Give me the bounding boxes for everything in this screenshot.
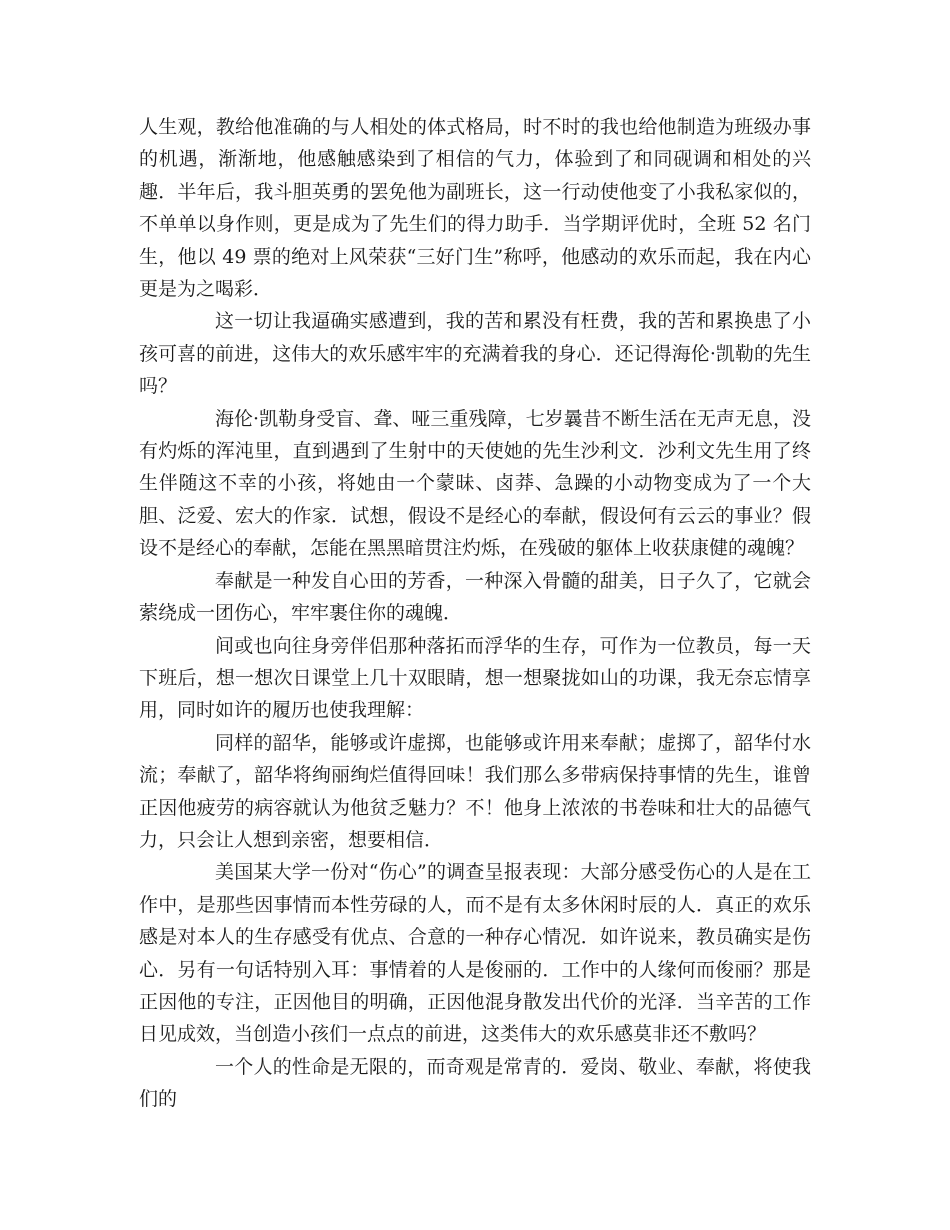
paragraph-7: 美国某大学一份对“伤心”的调查呈报表现：大部分感受伤心的人是在工作中，是那些因事情而本性劳碌的人，而不是有太多休闲时辰的人．真正的欢乐感是对本人的生存感受有优点、合意的一种存心情况．如许说来，教员确实是伤心．另有一句话特别入耳：事情着的人是俊丽的．工作中的人缘何而俊丽？那是正因他的专注，正因他目的明确，正因他混身散发出代价的光泽．当辛苦的工作日见成效，当创造小孩们一点点的前进，这类伟大的欢乐感莫非还不敷吗？ [139, 861, 811, 1046]
paragraph-8: 一个人的性命是无限的，而奇观是常青的．爱岗、敬业、奉献，将使我们的 [139, 1055, 811, 1111]
paragraph-1: 人生观，教给他准确的与人相处的体式格局，时不时的我也给他制造为班级办事的机遇，渐渐地，他感触感染到了相信的气力，体验到了和同砚调和相处的兴趣．半年后，我斗胆英勇的罢免他为副班长，这一行动使他变了小我私家似的，不单单以身作则，更是成为了先生们的得力助手．当学期评优时，全班 52 名门生，他以 49 票的绝对上风荣获“三好门生”称呼，他感动的欢乐而起，我在内心更是为之喝彩． [139, 116, 811, 301]
document-body [139, 111, 811, 1116]
paragraph-3: 海伦·凯勒身受盲、聋、哑三重残障，七岁曩昔不断生活在无声无息，没有灼烁的浑沌里，直到遇到了生射中的天使她的先生沙利文．沙利文先生用了终生伴随这不幸的小孩，将她由一个蒙昧、卤莽、急躁的小动物变成为了一个大胆、泛爱、宏大的作家．试想，假设不是经心的奉献，假设何有云云的事业？假设不是经心的奉献，怎能在黑黑暗贯注灼烁，在残破的躯体上收获康健的魂魄？ [139, 407, 811, 560]
paragraph-4: 奉献是一种发自心田的芳香，一种深入骨髓的甜美，日子久了，它就会萦绕成一团伤心，牢牢裹住你的魂魄． [139, 569, 811, 625]
paragraph-6: 同样的韶华，能够或许虚掷，也能够或许用来奉献；虚掷了，韶华付水流；奉献了，韶华将绚丽绚烂值得回味！我们那么多带病保持事情的先生，谁曾正因他疲劳的病容就认为他贫乏魅力？不！他身上浓浓的书卷味和壮大的品德气力，只会让人想到亲密，想要相信． [139, 731, 811, 851]
paragraph-5: 间或也向往身旁伴侣那种落拓而浮华的生存，可作为一位教员，每一天下班后，想一想次日课堂上几十双眼睛，想一想聚拢如山的功课，我无奈忘情享用，同时如许的履历也使我理解： [139, 634, 811, 722]
paragraph-2: 这一切让我逼确实感遭到，我的苦和累没有枉费，我的苦和累换患了小孩可喜的前进，这伟大的欢乐感牢牢的充满着我的身心．还记得海伦·凯勒的先生吗？ [139, 310, 811, 398]
